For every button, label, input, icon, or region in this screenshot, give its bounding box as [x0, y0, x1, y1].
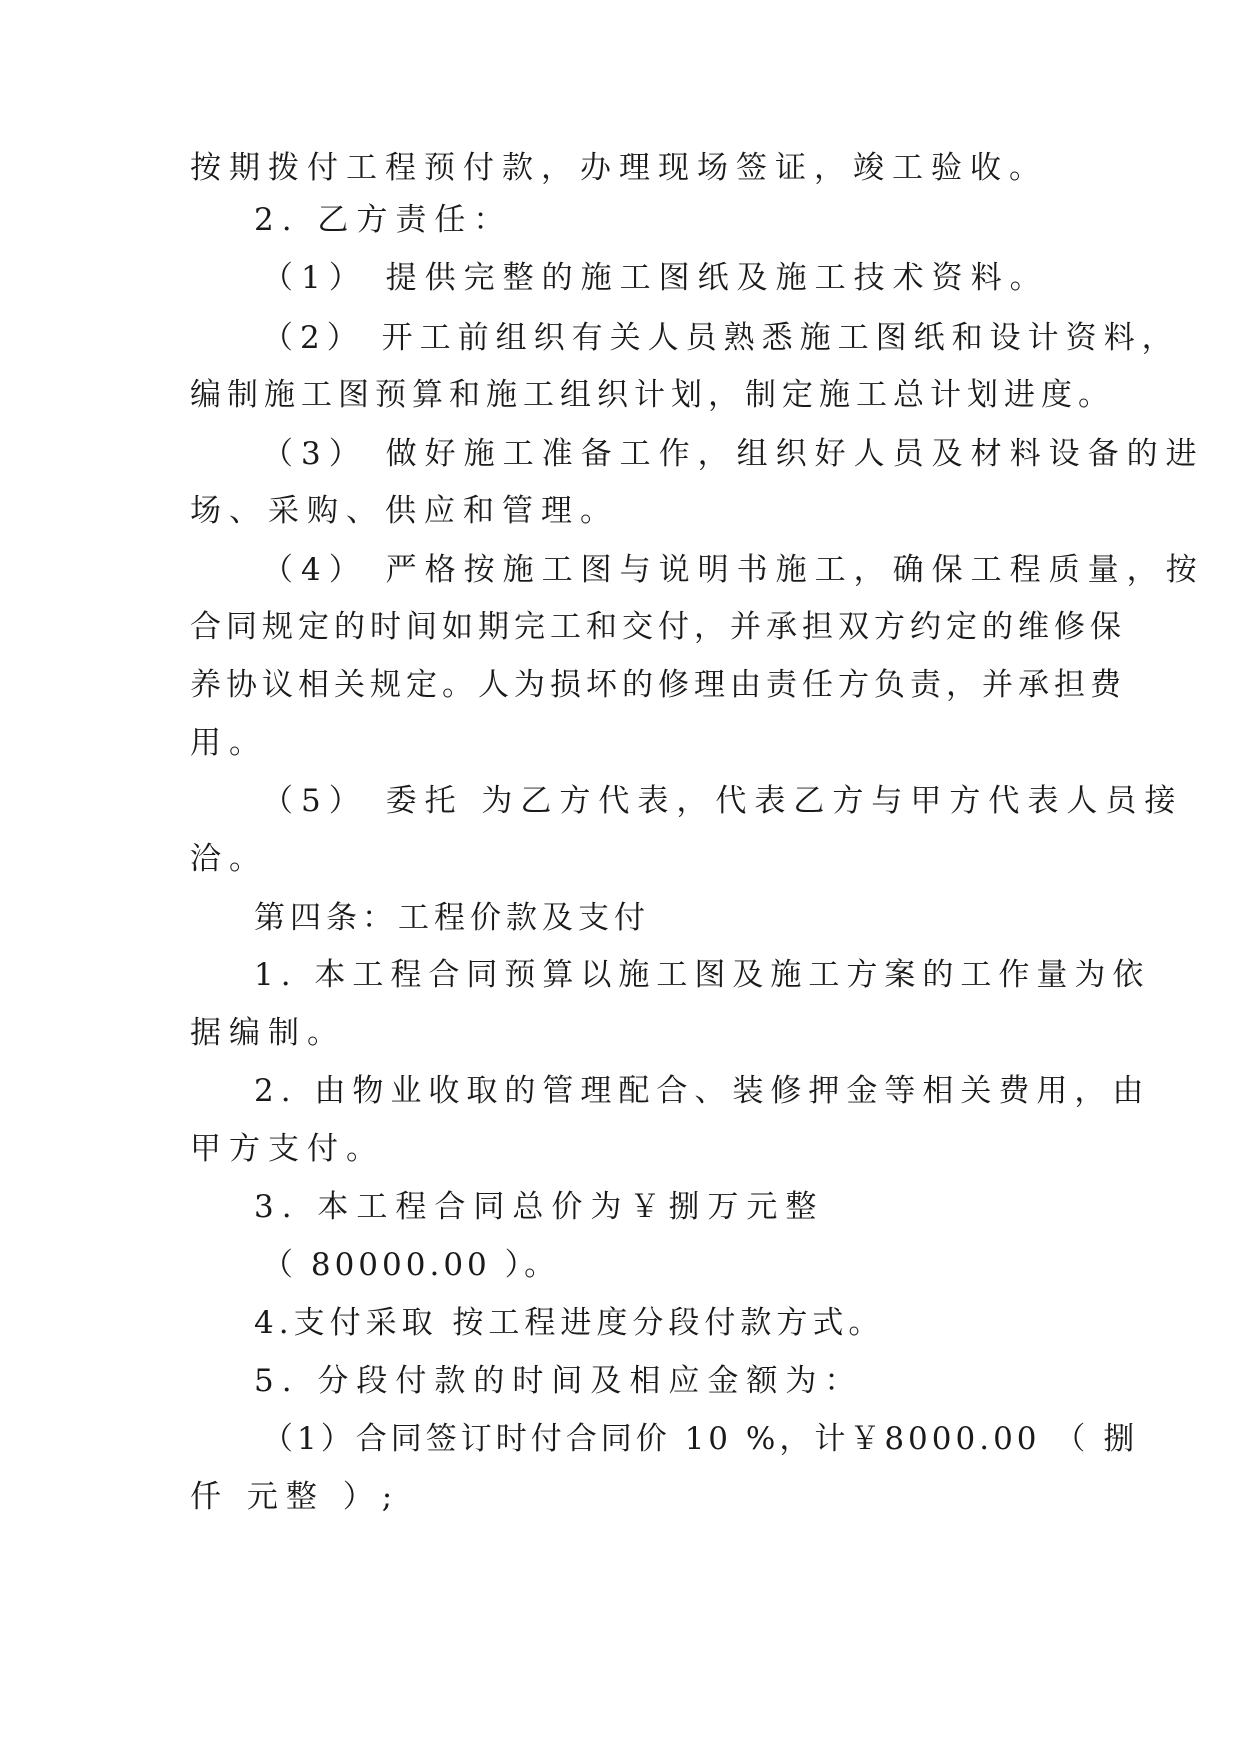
text-line: 据编制。 [190, 1015, 346, 1051]
list-item: （5） 委托 为乙方代表，代表乙方与甲方代表人员接 [262, 783, 1184, 819]
text-line: 用。 [190, 725, 268, 761]
list-item: （1） 提供完整的施工图纸及施工技术资料。 [262, 260, 1049, 296]
section-heading: 2. 乙方责任： [254, 202, 513, 238]
text-line: 按期拨付工程预付款，办理现场签证，竣工验收。 [190, 150, 1048, 186]
text-line: 养协议相关规定。人为损坏的修理由责任方负责，并承担费 [190, 667, 1126, 703]
text-line: 仟 元整 ）; [190, 1479, 401, 1515]
section-heading: 第四条：工程价款及支付 [254, 900, 650, 936]
list-item: 1. 本工程合同预算以施工图及施工方案的工作量为依 [254, 957, 1151, 993]
text-line: 合同规定的时间如期完工和交付，并承担双方约定的维修保 [190, 609, 1126, 645]
list-item: 3. 本工程合同总价为￥捌万元整 [254, 1189, 825, 1225]
list-item: 2. 由物业收取的管理配合、装修押金等相关费用，由 [254, 1073, 1151, 1109]
list-item: 4.支付采取 按工程进度分段付款方式。 [254, 1305, 885, 1341]
text-line: 编制施工图预算和施工组织计划，制定施工总计划进度。 [190, 377, 1115, 413]
list-item: 5. 分段付款的时间及相应金额为： [254, 1363, 864, 1399]
list-item: （2） 开工前组织有关人员熟悉施工图纸和设计资料， [262, 320, 1180, 356]
list-item: （3） 做好施工准备工作，组织好人员及材料设备的进 [262, 436, 1205, 472]
text-line: 场、采购、供应和管理。 [190, 493, 619, 529]
list-item: （4） 严格按施工图与说明书施工，确保工程质量，按 [262, 552, 1205, 588]
text-line: 洽。 [190, 841, 268, 877]
text-line: （ 80000.00 ）。 [262, 1247, 560, 1283]
text-line: 甲方支付。 [190, 1131, 385, 1167]
list-item: （1）合同签订时付合同价 10 %，计￥8000.00 （ 捌 [262, 1421, 1139, 1457]
